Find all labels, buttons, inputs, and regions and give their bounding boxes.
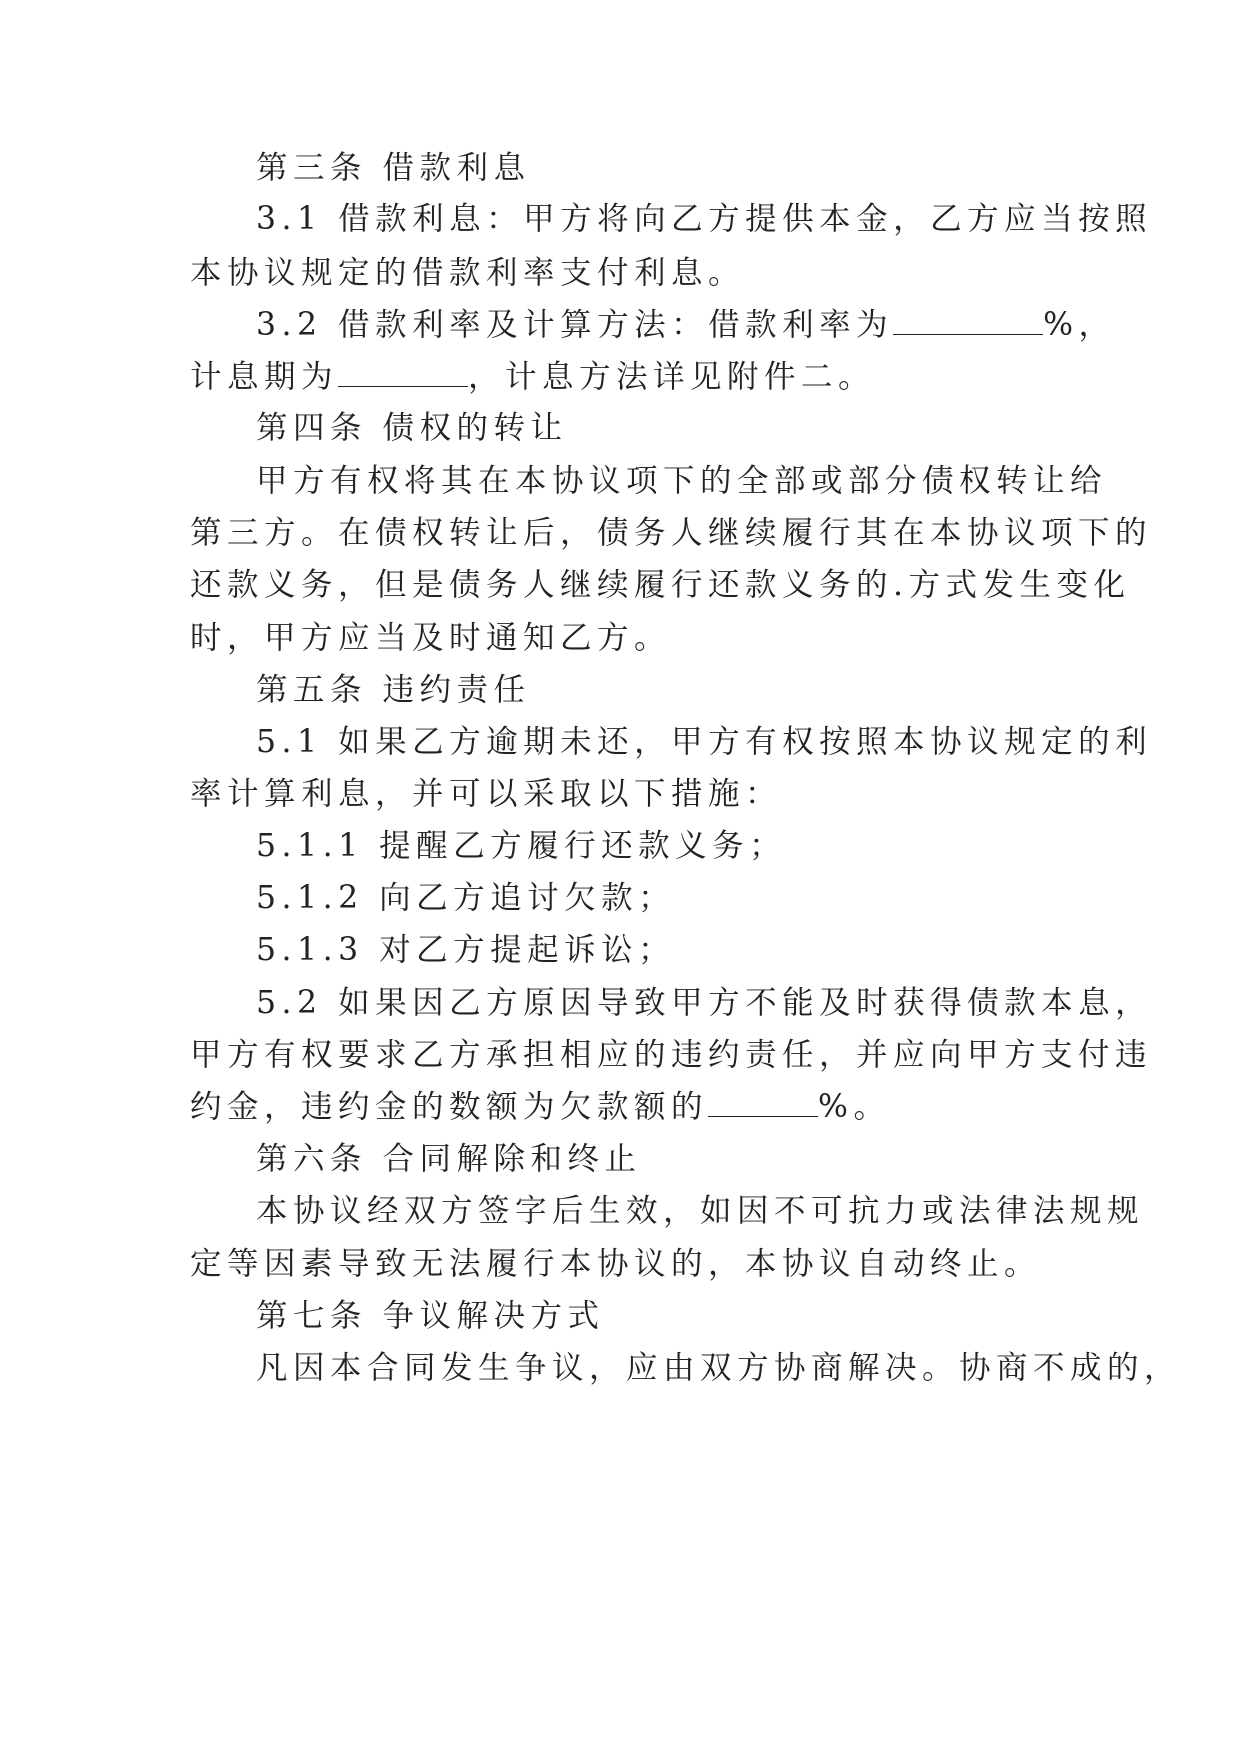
- penalty-rate-blank: [708, 1090, 818, 1117]
- clause-5-2-line-2: 甲方有权要求乙方承担相应的违约责任，并应向甲方支付违: [190, 1037, 1153, 1073]
- article-4-line-2: 第三方。在债权转让后，债务人继续履行其在本协议项下的: [190, 515, 1153, 551]
- article-4-line-3: 还款义务，但是债务人继续履行还款义务的.方式发生变化: [190, 567, 1131, 603]
- article-6-line-2: 定等因素导致无法履行本协议的，本协议自动终止。: [190, 1246, 1042, 1282]
- article-4-line-1: 甲方有权将其在本协议项下的全部或部分债权转让给: [256, 463, 1108, 499]
- article-4-heading: 第四条 债权的转让: [256, 410, 568, 446]
- clause-5-2-line-3: [190, 1087, 890, 1127]
- article-5-heading: 第五条 违约责任: [256, 672, 531, 708]
- clause-3-2-line-2: [190, 357, 875, 397]
- clause-5-1-3: 5.1.3 对乙方提起诉讼；: [256, 932, 676, 968]
- interest-period-label: 计息期为: [190, 359, 339, 395]
- article-6-line-1: 本协议经双方签字后生效，如因不可抗力或法律法规规: [256, 1193, 1145, 1229]
- clause-5-1-2: 5.1.2 向乙方追讨欠款；: [256, 880, 676, 916]
- article-7-heading: 第七条 争议解决方式: [256, 1298, 605, 1334]
- clause-3-2-line-1: [256, 305, 1116, 345]
- clause-5-1-1: 5.1.1 提醒乙方履行还款义务；: [256, 828, 787, 864]
- interest-period-blank: [338, 360, 468, 387]
- clause-5-1-line-1: 5.1 如果乙方逾期未还，甲方有权按照本协议规定的利: [256, 724, 1153, 760]
- clause-5-1-line-2: 率计算利息，并可以采取以下措施：: [190, 776, 783, 812]
- penalty-percent-suffix: %。: [818, 1089, 891, 1125]
- interest-rate-blank: [893, 308, 1043, 335]
- clause-3-1-line-2: 本协议规定的借款利率支付利息。: [190, 255, 746, 291]
- clause-3-2-text: 3.2 借款利率及计算方法：借款利率为: [256, 307, 894, 343]
- article-3-heading: 第三条 借款利息: [256, 150, 531, 186]
- penalty-text: 约金，违约金的数额为欠款额的: [190, 1089, 709, 1125]
- article-7-line-1: 凡因本合同发生争议，应由双方协商解决。协商不成的，: [256, 1350, 1182, 1386]
- clause-3-1-line-1: 3.1 借款利息：甲方将向乙方提供本金，乙方应当按照: [256, 201, 1153, 237]
- article-6-heading: 第六条 合同解除和终止: [256, 1141, 642, 1177]
- interest-method-text: ，计息方法详见附件二。: [468, 359, 876, 395]
- article-4-line-4: 时，甲方应当及时通知乙方。: [190, 620, 672, 656]
- percent-suffix: %，: [1043, 307, 1116, 343]
- clause-5-2-line-1: 5.2 如果因乙方原因导致甲方不能及时获得债款本息，: [256, 985, 1153, 1021]
